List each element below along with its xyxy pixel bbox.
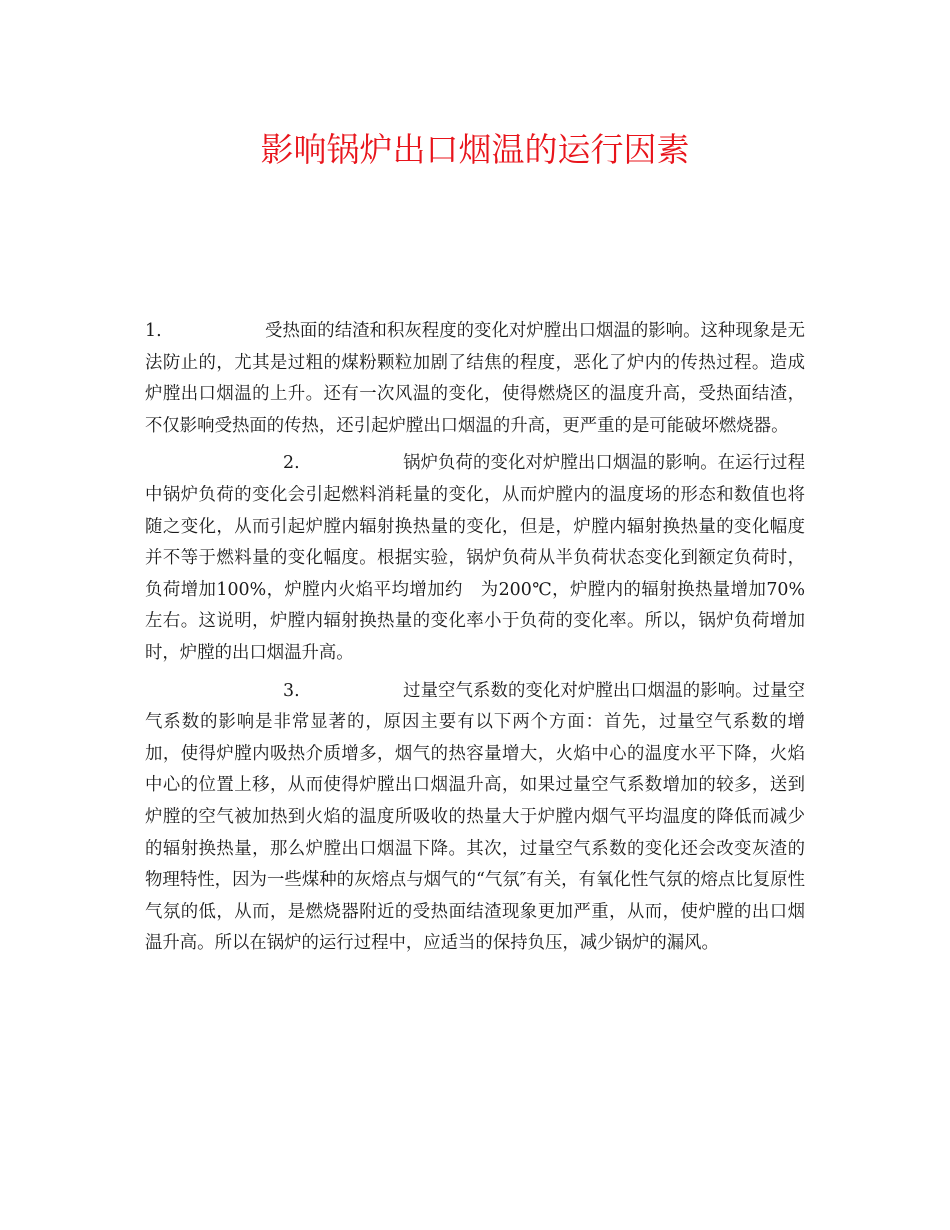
paragraph-number: 3. [283,680,300,701]
document-body [145,316,805,966]
paragraph-text: 过量空气系数的变化对炉膛出口烟温的影响。过量空气系数的影响是非常显著的，原因主要有以下两个方面：首先，过量空气系数的增加，使得炉膛内吸热介质增多，烟气的热容量增大，火焰中心的温度水平下降，火焰中心的位置上移，从而使得炉膛出口烟温升高，如果过量空气系数增加的较多，送到炉膛的空气被加热到火焰的温度所吸收的热量大于炉膛内烟气平均温度的降低而减少的辐射换热量，那么炉膛出口烟温下降。其次，过量空气系数的变化还会改变灰渣的物理特性，因为一些煤种的灰熔点与烟气的“气氛″有关，有氧化性气氛的熔点比复原性气氛的低，从而，是燃烧器附近的受热面结渣现象更加严重，从而，使炉膛的出口烟温升高。所以在锅炉的运行过程中，应适当的保持负压，减少锅炉的漏风。 [145,680,805,954]
paragraph-number: 1. [145,321,162,341]
paragraph-2 [145,448,805,669]
paragraph-3 [145,676,805,960]
document-title: 影响锅炉出口烟温的运行因素 [260,130,690,169]
paragraph-1 [145,316,805,442]
paragraph-text: 锅炉负荷的变化对炉膛出口烟温的影响。在运行过程中锅炉负荷的变化会引起燃料消耗量的变化，从而炉膛内的温度场的形态和数值也将随之变化，从而引起炉膛内辐射换热量的变化，但是，炉膛内辐射换热量的变化幅度并不等于燃料量的变化幅度。根据实验，锅炉负荷从半负荷状态变化到额定负荷时，负荷增加100%，炉膛内火焰平均增加约 为200℃，炉膛内的辐射换热量增加70%左右。这说明，炉膛内辐射换热量的变化率小于负荷的变化率。所以，锅炉负荷增加时，炉膛的出口烟温升高。 [145,453,805,663]
paragraph-text: 受热面的结渣和积灰程度的变化对炉膛出口烟温的影响。这种现象是无法防止的，尤其是过粗的煤粉颗粒加剧了结焦的程度，恶化了炉内的传热过程。造成炉膛出口烟温的上升。还有一次风温的变化，使得燃烧区的温度升高，受热面结渣，不仅影响受热面的传热，还引起炉膛出口烟温的升高，更严重的是可能破坏燃烧器。 [145,321,805,436]
paragraph-number: 2. [283,453,300,474]
